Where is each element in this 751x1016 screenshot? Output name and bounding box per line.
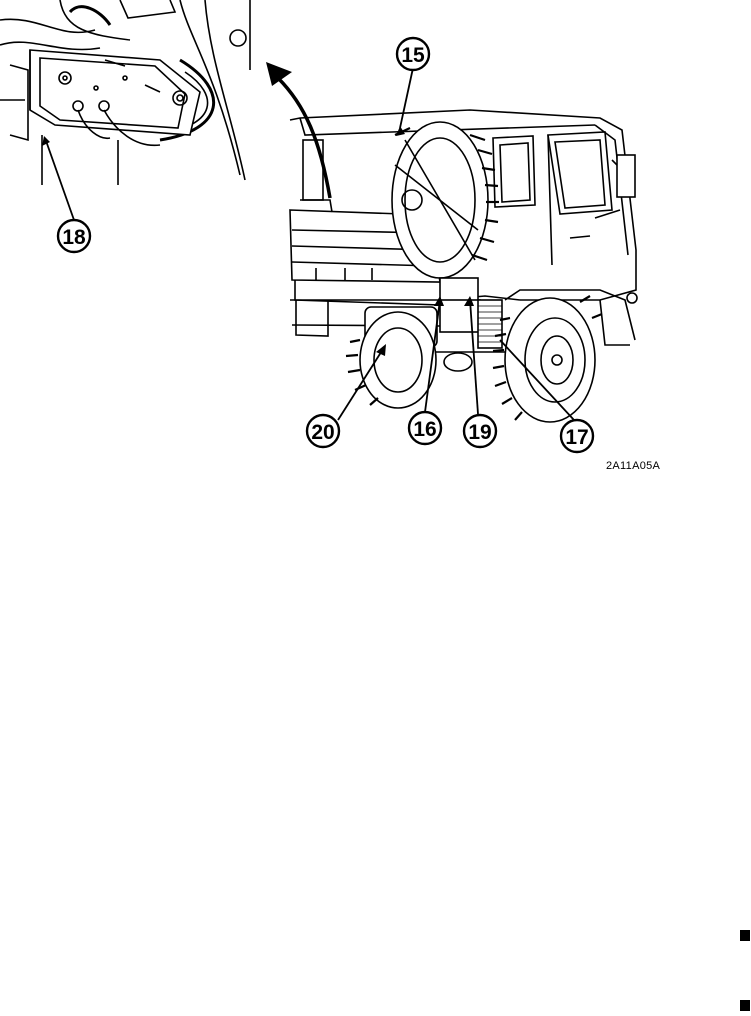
change-bar-marker: [740, 1000, 750, 1011]
figure-id: 2A11A05A: [606, 460, 661, 472]
callout-19: [464, 415, 496, 447]
callout-16-label: 16: [413, 418, 437, 441]
change-bar-marker: [740, 930, 750, 941]
callout-15-label: 15: [401, 44, 425, 67]
callout-17-label: 17: [565, 426, 589, 449]
callout-20: [307, 415, 339, 447]
callout-15: [397, 38, 429, 70]
callout-18-label: 18: [62, 226, 86, 249]
callout-18: [58, 220, 90, 252]
truck-body: [290, 110, 637, 422]
callout-16: [409, 412, 441, 444]
detail-junction-box: [0, 0, 250, 185]
truck-illustration: [0, 0, 751, 480]
callout-19-label: 19: [468, 421, 492, 444]
callout-17: [561, 420, 593, 452]
callout-20-label: 20: [311, 421, 335, 444]
